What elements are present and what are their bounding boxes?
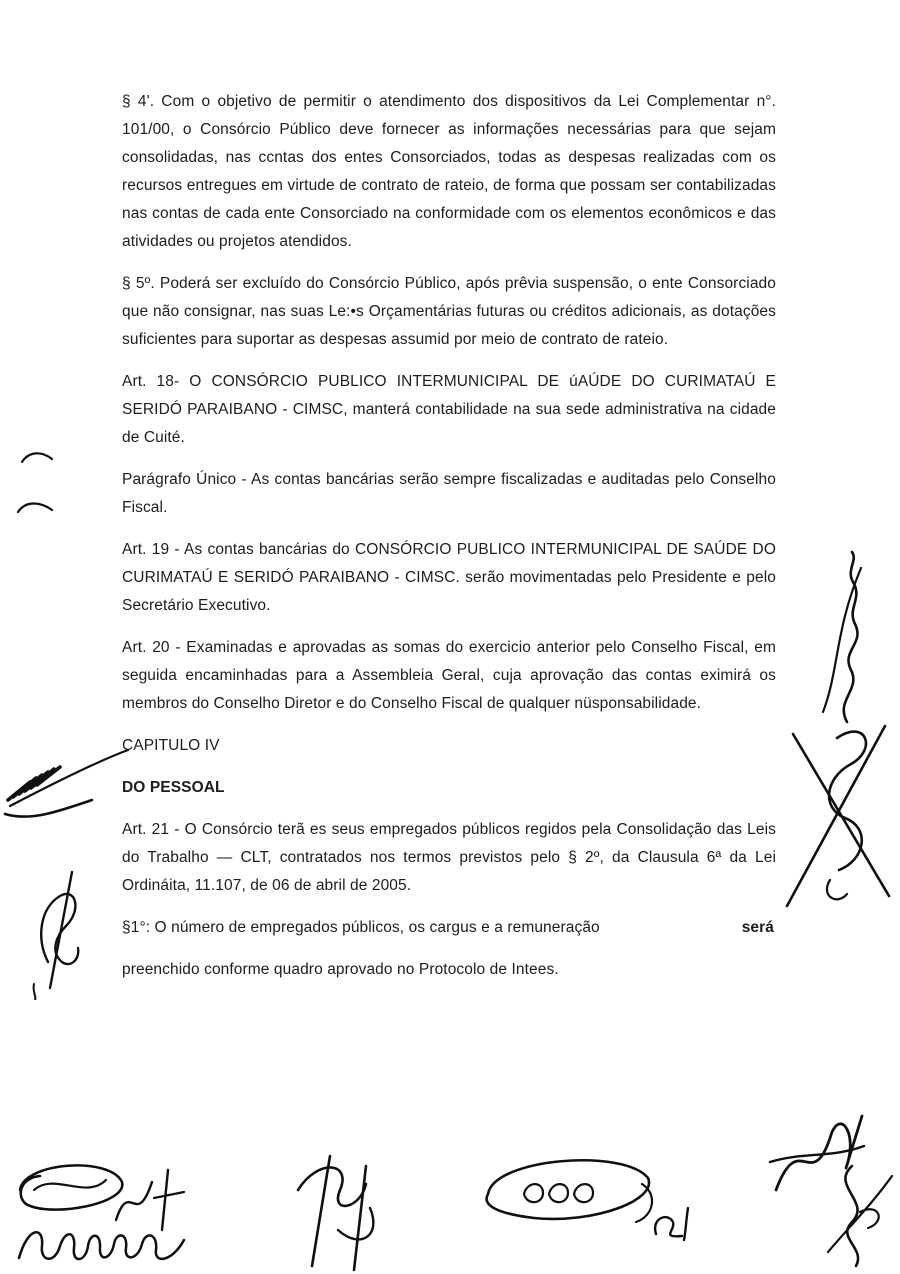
paragraph-art-19: Art. 19 - As contas bancárias do CONSÓRCIO PUBLICO INTERMUNICIPAL DE SAÚDE DO CURIMATAÚ E SERIDÓ PARAIBANO - CIMSC. serão movimentadas pelo Presidente e pelo Secretário Executivo. [122, 541, 776, 614]
bottom-right-script-signature [810, 1156, 900, 1272]
paragraph-section-5: § 5º. Poderá ser excluído do Consórcio Público, após prêvia suspensão, o ente Consorciado que não consignar, nas suas Le:•s Orçamentárias futuras ou créditos adicionais, as dotações suficientes para suportar as despesas assumid por meio de contrato de rateio. [122, 275, 776, 348]
right-margin-crossed-signature [775, 708, 897, 918]
section-heading: DO PESSOAL [122, 779, 225, 796]
paragraph-art-18: Art. 18- O CONSÓRCIO PUBLICO INTERMUNICIPAL DE úAÚDE DO CURIMATAÚ E SERIDÓ PARAIBANO - CIMSC, manterá contabilidade na sua sede administrativa na cidade de Cuité. [122, 373, 776, 446]
bottom-right-monogram-signature [760, 1106, 872, 1210]
paragraph-art-20: Art. 20 - Examinadas e aprovadas as somas do exercicio anterior pelo Conselho Fiscal, em seguida encaminhadas para a Assembleia Geral, cuja aprovação das contas eximirá os membros do Conselho Diretor e do Conselho Fiscal de qualquer nüsponsabilidade. [122, 639, 776, 712]
paragraph-section-4: § 4'. Com o objetivo de permitir o atendimento dos dispositivos da Lei Complementar n°. 101/00, o Consórcio Público deve fornecer as informações necessárias para que sejam consolidadas, nas ccntas dos entes Consorciados, todas as despesas realizadas com os recursos entregues em virtude de contrato de rateio, de forma que possam ser contabilizadas nas contas de cada ente Consorciado na conformidade com os elementos econômicos e das atividades ou projetos atendidos. [122, 93, 776, 250]
left-margin-tilde-marks-signature [16, 448, 60, 526]
bottom-center-right-loop-scribble-signature [472, 1138, 666, 1236]
paragraph-paragrafo-unico: Parágrafo Único - As contas bancárias serão sempre fiscalizadas e auditadas pelo Conselho Fiscal. [122, 471, 776, 516]
bottom-left-small-strokes-signature [106, 1158, 198, 1242]
left-margin-script-signature [16, 866, 96, 1000]
document-body [122, 88, 776, 998]
bottom-small-mark-signature [646, 1198, 698, 1246]
chapter-heading: CAPITULO IV [122, 737, 220, 754]
paragraph-section-1-before: §1°: O número de empregados públicos, os cargus e a remuneração [122, 919, 600, 936]
bottom-left-oval-scribble-signature [8, 1148, 136, 1226]
paragraph-art-21: Art. 21 - O Consórcio terã es seus empregados públicos regidos pela Consolidação das Leis do Trabalho — CLT, contratados nos termos previstos pelo § 2º, da Clausula 6ª da Lei Ordináita, 11.107, de 06 de abril de 2005. [122, 821, 776, 894]
paragraph-section-1-line-2: preenchido conforme quadro aprovado no Protocolo de Intees. [122, 961, 559, 978]
bottom-left-script-signature [14, 1202, 198, 1274]
left-margin-dense-scribble-signature [0, 742, 132, 840]
bottom-center-signature [268, 1148, 432, 1274]
paragraph-section-1-line-1 [122, 914, 776, 942]
right-margin-vertical-signature [805, 548, 877, 728]
paragraph-section-1-bold-word: será [741, 919, 774, 936]
